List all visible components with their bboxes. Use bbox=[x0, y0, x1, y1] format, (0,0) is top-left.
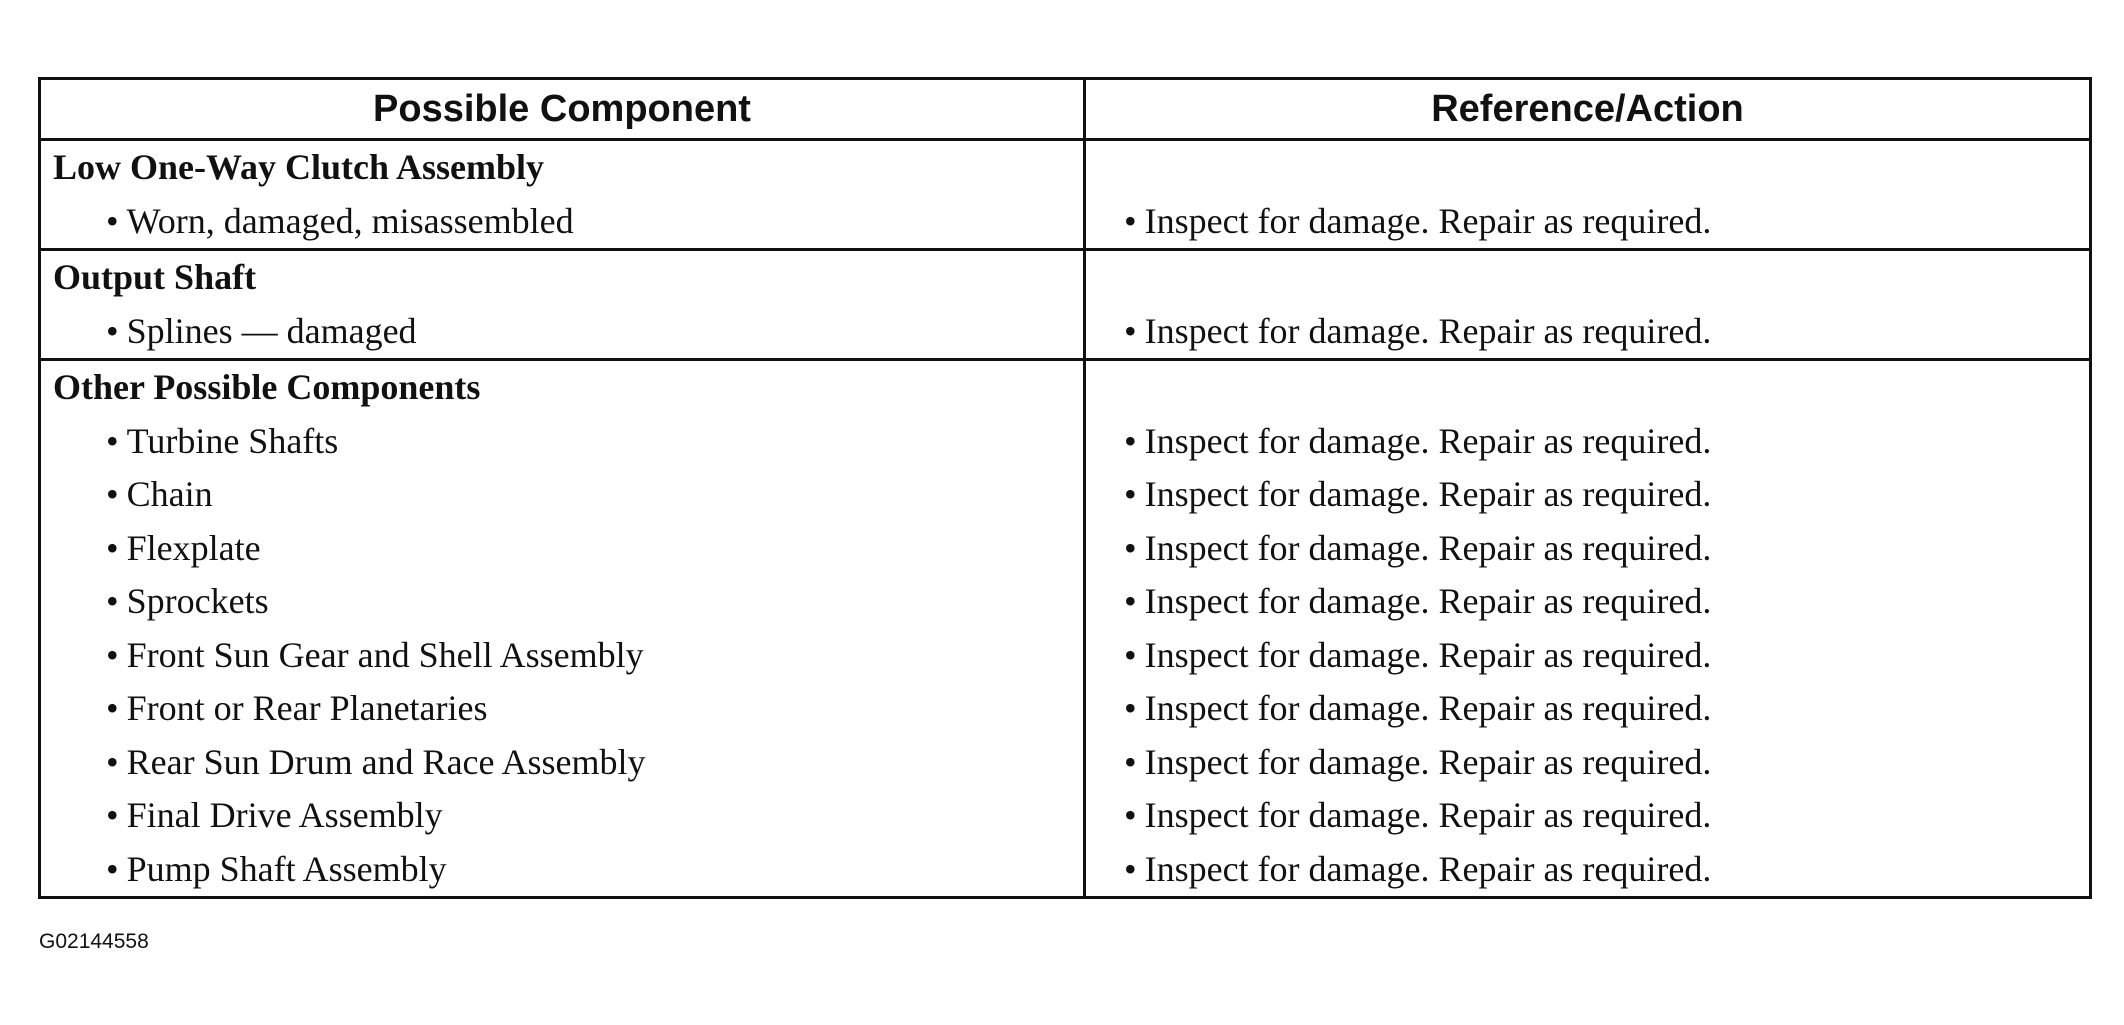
bullet-icon: • bbox=[106, 474, 119, 514]
bullet-icon: • bbox=[1124, 310, 1137, 351]
component-item bbox=[41, 415, 1083, 469]
component-item bbox=[41, 629, 1083, 683]
component-label: Worn, damaged, misassembled bbox=[126, 200, 574, 241]
action-label: Inspect for damage. Repair as required. bbox=[1144, 581, 1712, 621]
bullet-icon: • bbox=[106, 420, 119, 461]
section-row bbox=[40, 140, 2091, 250]
bullet-icon: • bbox=[106, 200, 119, 241]
header-possible-component: Possible Component bbox=[40, 79, 1085, 140]
action-label: Inspect for damage. Repair as required. bbox=[1144, 741, 1712, 782]
action-cell bbox=[1085, 360, 2091, 898]
component-label: Rear Sun Drum and Race Assembly bbox=[126, 741, 646, 782]
section-title: Other Possible Components bbox=[53, 367, 481, 407]
section-title: Output Shaft bbox=[53, 257, 257, 297]
bullet-icon: • bbox=[1124, 688, 1137, 728]
component-item bbox=[41, 789, 1083, 843]
action-item bbox=[1086, 468, 2089, 522]
bullet-icon: • bbox=[106, 310, 119, 351]
component-cell bbox=[40, 140, 1085, 250]
component-label: Front Sun Gear and Shell Assembly bbox=[126, 634, 644, 675]
component-item bbox=[41, 305, 1083, 359]
action-label: Inspect for damage. Repair as required. bbox=[1144, 310, 1712, 351]
action-cell bbox=[1085, 140, 2091, 250]
component-label: Turbine Shafts bbox=[126, 420, 339, 461]
action-item bbox=[1086, 195, 2089, 249]
action-label: Inspect for damage. Repair as required. bbox=[1144, 634, 1712, 675]
section-title: Low One-Way Clutch Assembly bbox=[53, 147, 545, 187]
bullet-icon: • bbox=[1124, 741, 1137, 782]
bullet-icon: • bbox=[1124, 527, 1137, 568]
diagnostic-table bbox=[38, 77, 2092, 899]
component-item bbox=[41, 736, 1083, 790]
action-item bbox=[1086, 789, 2089, 843]
action-label: Inspect for damage. Repair as required. bbox=[1144, 420, 1712, 461]
figure-id: G02144558 bbox=[39, 930, 149, 953]
component-item bbox=[41, 195, 1083, 249]
bullet-icon: • bbox=[1124, 200, 1137, 241]
action-cell bbox=[1085, 250, 2091, 360]
component-label: Front or Rear Planetaries bbox=[126, 688, 488, 728]
component-label: Sprockets bbox=[126, 581, 269, 621]
action-item bbox=[1086, 629, 2089, 683]
action-label: Inspect for damage. Repair as required. bbox=[1144, 795, 1712, 835]
bullet-icon: • bbox=[1124, 474, 1137, 514]
action-item bbox=[1086, 682, 2089, 736]
action-item bbox=[1086, 575, 2089, 629]
bullet-icon: • bbox=[106, 527, 119, 568]
header-row bbox=[40, 79, 2091, 140]
bullet-icon: • bbox=[1124, 848, 1137, 889]
bullet-icon: • bbox=[106, 848, 119, 889]
action-label: Inspect for damage. Repair as required. bbox=[1144, 527, 1712, 568]
component-label: Flexplate bbox=[126, 527, 261, 568]
bullet-icon: • bbox=[106, 634, 119, 675]
component-label: Splines — damaged bbox=[126, 310, 417, 351]
action-item bbox=[1086, 522, 2089, 576]
action-item bbox=[1086, 843, 2089, 897]
header-reference-action: Reference/Action bbox=[1085, 79, 2091, 140]
action-item bbox=[1086, 736, 2089, 790]
bullet-icon: • bbox=[1124, 634, 1137, 675]
action-label: Inspect for damage. Repair as required. bbox=[1144, 688, 1712, 728]
component-cell bbox=[40, 360, 1085, 898]
component-item bbox=[41, 522, 1083, 576]
component-label: Chain bbox=[126, 474, 213, 514]
section-row bbox=[40, 360, 2091, 898]
action-label: Inspect for damage. Repair as required. bbox=[1144, 474, 1712, 514]
bullet-icon: • bbox=[1124, 420, 1137, 461]
component-item bbox=[41, 575, 1083, 629]
component-cell bbox=[40, 250, 1085, 360]
action-label: Inspect for damage. Repair as required. bbox=[1144, 200, 1712, 241]
action-label: Inspect for damage. Repair as required. bbox=[1144, 848, 1712, 889]
bullet-icon: • bbox=[1124, 581, 1137, 621]
component-item bbox=[41, 682, 1083, 736]
component-item bbox=[41, 843, 1083, 897]
bullet-icon: • bbox=[106, 581, 119, 621]
bullet-icon: • bbox=[106, 741, 119, 782]
section-row bbox=[40, 250, 2091, 360]
component-label: Final Drive Assembly bbox=[126, 795, 443, 835]
bullet-icon: • bbox=[1124, 795, 1137, 835]
bullet-icon: • bbox=[106, 688, 119, 728]
component-label: Pump Shaft Assembly bbox=[126, 848, 447, 889]
action-item bbox=[1086, 415, 2089, 469]
action-item bbox=[1086, 305, 2089, 359]
component-item bbox=[41, 468, 1083, 522]
bullet-icon: • bbox=[106, 795, 119, 835]
